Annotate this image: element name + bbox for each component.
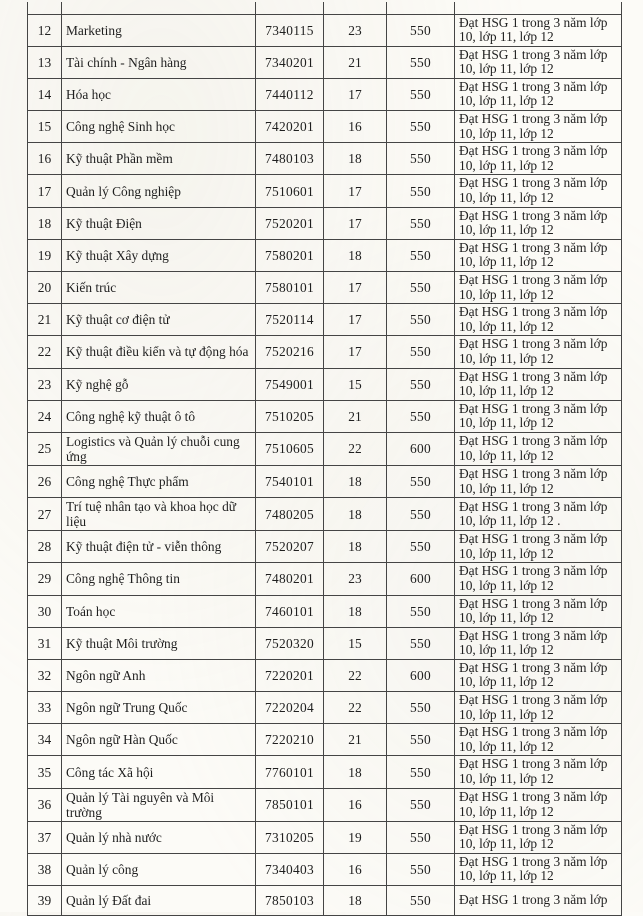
condition-line: 10, lớp 11, lớp 12 (459, 642, 554, 658)
major-name-cell: Logistics và Quản lý chuỗi cung ứng (62, 432, 256, 465)
score-cell: 550 (387, 207, 455, 239)
row-number-cell: 27 (28, 498, 62, 531)
row-number-cell: 17 (28, 175, 62, 207)
condition-line: Đạt HSG 1 trong 3 năm lớp (459, 724, 608, 740)
condition-line: Đạt HSG 1 trong 3 năm lớp (459, 433, 608, 449)
condition-line: Đạt HSG 1 trong 3 năm lớp (459, 239, 608, 255)
quota-cell: 22 (324, 692, 387, 724)
condition-cell (455, 627, 622, 659)
quota-cell: 16 (324, 788, 387, 821)
row-number-cell: 15 (28, 111, 62, 143)
condition-line: 10, lớp 11, lớp 12 (459, 222, 554, 238)
table-row (28, 627, 622, 659)
row-number-cell: 22 (28, 336, 62, 368)
condition-cell (455, 756, 622, 788)
table-row (28, 724, 622, 756)
major-code-cell: 7850103 (256, 886, 324, 916)
condition-line: 10, lớp 11, lớp 12 (459, 803, 554, 819)
quota-cell: 15 (324, 368, 387, 400)
score-cell: 550 (387, 14, 455, 46)
quota-cell: 21 (324, 724, 387, 756)
condition-line: Đạt HSG 1 trong 3 năm lớp (459, 272, 608, 287)
major-code-cell: 7580201 (256, 239, 324, 271)
condition-cell (455, 531, 622, 563)
major-name-cell: Tài chính - Ngân hàng (62, 46, 256, 78)
quota-cell: 17 (324, 336, 387, 368)
major-code-cell: 7520320 (256, 627, 324, 659)
table-row (28, 853, 622, 885)
row-number-cell: 25 (28, 432, 62, 465)
table-row (28, 272, 622, 304)
admissions-table (27, 2, 622, 916)
row-number-cell: 19 (28, 239, 62, 271)
major-code-cell: 7520216 (256, 336, 324, 368)
condition-cell (455, 400, 622, 432)
condition-line: 10, lớp 11, lớp 12 (459, 771, 554, 787)
major-code-cell: 7420201 (256, 111, 324, 143)
major-code-cell: 7340115 (256, 14, 324, 46)
condition-line: Đạt HSG 1 trong 3 năm lớp (459, 892, 608, 908)
major-code-cell: 7220204 (256, 692, 324, 724)
quota-cell: 18 (324, 239, 387, 271)
score-cell: 550 (387, 756, 455, 788)
condition-cell (455, 368, 622, 400)
condition-line: Đạt HSG 1 trong 3 năm lớp (459, 659, 608, 675)
quota-cell: 17 (324, 175, 387, 207)
score-cell: 600 (387, 432, 455, 465)
condition-line: 10, lớp 11, lớp 12 . (459, 513, 561, 529)
row-number-cell: 36 (28, 788, 62, 821)
condition-cell (455, 272, 622, 304)
row-number-cell: 21 (28, 304, 62, 336)
condition-line: 10, lớp 11, lớp 12 (459, 415, 554, 431)
condition-line: Đạt HSG 1 trong 3 năm lớp (459, 563, 608, 579)
table-row (28, 432, 622, 465)
row-number-cell: 28 (28, 531, 62, 563)
score-cell: 550 (387, 272, 455, 304)
row-number-cell: 26 (28, 465, 62, 497)
condition-cell (455, 46, 622, 78)
condition-cell (455, 498, 622, 531)
cropped-cell (28, 2, 62, 14)
major-code-cell: 7580101 (256, 272, 324, 304)
major-code-cell: 7220201 (256, 659, 324, 691)
major-code-cell: 7220210 (256, 724, 324, 756)
score-cell: 550 (387, 788, 455, 821)
condition-line: Đạt HSG 1 trong 3 năm lớp (459, 46, 608, 62)
major-code-cell: 7480205 (256, 498, 324, 531)
major-name-cell: Kỹ thuật cơ điện tử (62, 304, 256, 336)
table-row (28, 788, 622, 821)
condition-cell (455, 886, 622, 916)
score-cell: 550 (387, 724, 455, 756)
cropped-cell (387, 2, 455, 14)
quota-cell: 18 (324, 886, 387, 916)
table-row (28, 465, 622, 497)
row-number-cell: 20 (28, 272, 62, 304)
cropped-cell (62, 2, 256, 14)
cropped-cell (455, 2, 622, 14)
condition-cell (455, 239, 622, 271)
condition-cell (455, 821, 622, 853)
condition-line: Đạt HSG 1 trong 3 năm lớp (459, 756, 608, 772)
condition-line: Đạt HSG 1 trong 3 năm lớp (459, 175, 608, 191)
major-name-cell: Công nghệ Thông tin (62, 563, 256, 595)
condition-line: 10, lớp 11, lớp 12 (459, 93, 554, 109)
major-code-cell: 7520201 (256, 207, 324, 239)
condition-line: 10, lớp 11, lớp 12 (459, 29, 554, 45)
major-code-cell: 7310205 (256, 821, 324, 853)
major-name-cell: Ngôn ngữ Anh (62, 659, 256, 691)
major-name-cell: Kiến trúc (62, 272, 256, 304)
row-number-cell: 24 (28, 400, 62, 432)
major-name-cell: Quản lý Đất đai (62, 886, 256, 916)
table-row (28, 143, 622, 175)
major-name-cell: Trí tuệ nhân tạo và khoa học dữ liệu (62, 498, 256, 531)
major-name-cell: Marketing (62, 14, 256, 46)
quota-cell: 15 (324, 627, 387, 659)
row-number-cell: 30 (28, 595, 62, 627)
table-row (28, 239, 622, 271)
score-cell: 550 (387, 368, 455, 400)
table-row (28, 498, 622, 531)
table-row (28, 886, 622, 916)
row-number-cell: 34 (28, 724, 62, 756)
major-code-cell: 7850101 (256, 788, 324, 821)
condition-cell (455, 207, 622, 239)
condition-line: 10, lớp 11, lớp 12 (459, 383, 554, 399)
condition-cell (455, 659, 622, 691)
row-number-cell: 35 (28, 756, 62, 788)
major-name-cell: Công nghệ Thực phẩm (62, 465, 256, 497)
quota-cell: 18 (324, 498, 387, 531)
major-name-cell: Kỹ thuật điều kiển và tự động hóa (62, 336, 256, 368)
major-code-cell: 7760101 (256, 756, 324, 788)
quota-cell: 22 (324, 659, 387, 691)
major-name-cell: Kỹ nghệ gỗ (62, 368, 256, 400)
quota-cell: 17 (324, 304, 387, 336)
table-row (28, 659, 622, 691)
score-cell: 600 (387, 659, 455, 691)
quota-cell: 17 (324, 207, 387, 239)
cropped-row-above (28, 2, 622, 14)
quota-cell: 18 (324, 531, 387, 563)
score-cell: 600 (387, 563, 455, 595)
score-cell: 550 (387, 336, 455, 368)
condition-cell (455, 724, 622, 756)
quota-cell: 23 (324, 14, 387, 46)
major-code-cell: 7510205 (256, 400, 324, 432)
score-cell: 550 (387, 239, 455, 271)
major-name-cell: Hóa học (62, 78, 256, 110)
table-row (28, 756, 622, 788)
quota-cell: 23 (324, 563, 387, 595)
score-cell: 550 (387, 46, 455, 78)
condition-cell (455, 336, 622, 368)
condition-line: Đạt HSG 1 trong 3 năm lớp (459, 304, 608, 320)
row-number-cell: 38 (28, 853, 62, 885)
condition-line: 10, lớp 11, lớp 12 (459, 674, 554, 690)
condition-line: 10, lớp 11, lớp 12 (459, 350, 554, 366)
condition-line: 10, lớp 11, lớp 12 (459, 577, 554, 593)
score-cell: 550 (387, 595, 455, 627)
table-row (28, 692, 622, 724)
condition-line: Đạt HSG 1 trong 3 năm lớp (459, 400, 608, 416)
major-name-cell: Toán học (62, 595, 256, 627)
major-code-cell: 7540101 (256, 465, 324, 497)
condition-cell (455, 788, 622, 821)
major-name-cell: Kỹ thuật Xây dựng (62, 239, 256, 271)
major-code-cell: 7340201 (256, 46, 324, 78)
major-code-cell: 7340403 (256, 853, 324, 885)
table-row (28, 563, 622, 595)
major-name-cell: Công tác Xã hội (62, 756, 256, 788)
condition-line: Đạt HSG 1 trong 3 năm lớp (459, 336, 608, 352)
major-name-cell: Công nghệ kỹ thuật ô tô (62, 400, 256, 432)
quota-cell: 18 (324, 756, 387, 788)
score-cell: 550 (387, 400, 455, 432)
condition-cell (455, 465, 622, 497)
condition-line: 10, lớp 11, lớp 12 (459, 125, 554, 141)
score-cell: 550 (387, 886, 455, 916)
major-name-cell: Kỹ thuật Điện (62, 207, 256, 239)
condition-line: Đạt HSG 1 trong 3 năm lớp (459, 368, 608, 384)
row-number-cell: 12 (28, 14, 62, 46)
condition-line: 10, lớp 11, lớp 12 (459, 610, 554, 626)
major-code-cell: 7510601 (256, 175, 324, 207)
row-number-cell: 39 (28, 886, 62, 916)
score-cell: 550 (387, 498, 455, 531)
row-number-cell: 37 (28, 821, 62, 853)
score-cell: 550 (387, 853, 455, 885)
score-cell: 550 (387, 627, 455, 659)
major-code-cell: 7480103 (256, 143, 324, 175)
row-number-cell: 14 (28, 78, 62, 110)
condition-line: Đạt HSG 1 trong 3 năm lớp (459, 789, 608, 805)
score-cell: 550 (387, 692, 455, 724)
cropped-cell (324, 2, 387, 14)
major-name-cell: Quản lý Công nghiệp (62, 175, 256, 207)
row-number-cell: 32 (28, 659, 62, 691)
quota-cell: 18 (324, 143, 387, 175)
table-row (28, 336, 622, 368)
condition-cell (455, 175, 622, 207)
condition-cell (455, 432, 622, 465)
table-row (28, 821, 622, 853)
row-number-cell: 29 (28, 563, 62, 595)
cropped-cell (256, 2, 324, 14)
score-cell: 550 (387, 821, 455, 853)
score-cell: 550 (387, 304, 455, 336)
quota-cell: 21 (324, 46, 387, 78)
condition-line: Đạt HSG 1 trong 3 năm lớp (459, 78, 608, 94)
quota-cell: 18 (324, 595, 387, 627)
condition-line: 10, lớp 11, lớp 12 (459, 447, 554, 463)
table-row (28, 46, 622, 78)
admissions-table-body (28, 2, 622, 916)
condition-line: Đạt HSG 1 trong 3 năm lớp (459, 143, 608, 159)
quota-cell: 16 (324, 853, 387, 885)
quota-cell: 18 (324, 465, 387, 497)
score-cell: 550 (387, 175, 455, 207)
table-row (28, 207, 622, 239)
condition-line: 10, lớp 11, lớp 12 (459, 286, 554, 302)
condition-line: 10, lớp 11, lớp 12 (459, 738, 554, 754)
condition-line: 10, lớp 11, lớp 12 (459, 190, 554, 206)
table-row (28, 111, 622, 143)
major-name-cell: Quản lý công (62, 853, 256, 885)
major-code-cell: 7520207 (256, 531, 324, 563)
score-cell: 550 (387, 531, 455, 563)
major-code-cell: 7440112 (256, 78, 324, 110)
major-code-cell: 7460101 (256, 595, 324, 627)
condition-line: 10, lớp 11, lớp 12 (459, 545, 554, 561)
row-number-cell: 31 (28, 627, 62, 659)
condition-line: Đạt HSG 1 trong 3 năm lớp (459, 111, 608, 127)
table-row (28, 14, 622, 46)
condition-cell (455, 111, 622, 143)
quota-cell: 22 (324, 432, 387, 465)
quota-cell: 17 (324, 272, 387, 304)
condition-cell (455, 692, 622, 724)
condition-line: 10, lớp 11, lớp 12 (459, 706, 554, 722)
condition-line: Đạt HSG 1 trong 3 năm lớp (459, 465, 608, 481)
condition-line: 10, lớp 11, lớp 12 (459, 254, 554, 270)
condition-line: Đạt HSG 1 trong 3 năm lớp (459, 531, 608, 547)
score-cell: 550 (387, 143, 455, 175)
major-name-cell: Ngôn ngữ Hàn Quốc (62, 724, 256, 756)
condition-line: Đạt HSG 1 trong 3 năm lớp (459, 821, 608, 837)
condition-line: Đạt HSG 1 trong 3 năm lớp (459, 498, 608, 514)
condition-line: 10, lớp 11, lớp 12 (459, 61, 554, 77)
condition-cell (455, 143, 622, 175)
quota-cell: 16 (324, 111, 387, 143)
condition-cell (455, 78, 622, 110)
row-number-cell: 18 (28, 207, 62, 239)
quota-cell: 19 (324, 821, 387, 853)
table-row (28, 595, 622, 627)
major-name-cell: Quản lý nhà nước (62, 821, 256, 853)
major-name-cell: Quản lý Tài nguyên và Môi trường (62, 788, 256, 821)
major-code-cell: 7510605 (256, 432, 324, 465)
condition-line: Đạt HSG 1 trong 3 năm lớp (459, 14, 608, 30)
major-code-cell: 7480201 (256, 563, 324, 595)
condition-line: Đạt HSG 1 trong 3 năm lớp (459, 595, 608, 611)
score-cell: 550 (387, 111, 455, 143)
table-row (28, 78, 622, 110)
condition-line: 10, lớp 11, lớp 12 (459, 318, 554, 334)
row-number-cell: 33 (28, 692, 62, 724)
table-row (28, 531, 622, 563)
condition-cell (455, 563, 622, 595)
condition-line: 10, lớp 11, lớp 12 (459, 157, 554, 173)
major-name-cell: Kỹ thuật Môi trường (62, 627, 256, 659)
table-row (28, 175, 622, 207)
score-cell: 550 (387, 465, 455, 497)
major-name-cell: Công nghệ Sinh học (62, 111, 256, 143)
condition-cell (455, 595, 622, 627)
score-cell: 550 (387, 78, 455, 110)
condition-line: 10, lớp 11, lớp 12 (459, 868, 554, 884)
condition-line: Đạt HSG 1 trong 3 năm lớp (459, 692, 608, 708)
quota-cell: 17 (324, 78, 387, 110)
table-row (28, 304, 622, 336)
table-row (28, 400, 622, 432)
condition-cell (455, 304, 622, 336)
major-code-cell: 7549001 (256, 368, 324, 400)
quota-cell: 21 (324, 400, 387, 432)
row-number-cell: 13 (28, 46, 62, 78)
condition-cell (455, 14, 622, 46)
condition-line: 10, lớp 11, lớp 12 (459, 480, 554, 496)
major-name-cell: Kỹ thuật điện tử - viễn thông (62, 531, 256, 563)
condition-line: 10, lớp 11, lớp 12 (459, 836, 554, 852)
condition-line: Đạt HSG 1 trong 3 năm lớp (459, 627, 608, 643)
condition-line: Đạt HSG 1 trong 3 năm lớp (459, 207, 608, 223)
row-number-cell: 16 (28, 143, 62, 175)
condition-line: Đạt HSG 1 trong 3 năm lớp (459, 853, 608, 869)
major-name-cell: Ngôn ngữ Trung Quốc (62, 692, 256, 724)
row-number-cell: 23 (28, 368, 62, 400)
major-code-cell: 7520114 (256, 304, 324, 336)
major-name-cell: Kỹ thuật Phần mềm (62, 143, 256, 175)
condition-cell (455, 853, 622, 885)
table-row (28, 368, 622, 400)
